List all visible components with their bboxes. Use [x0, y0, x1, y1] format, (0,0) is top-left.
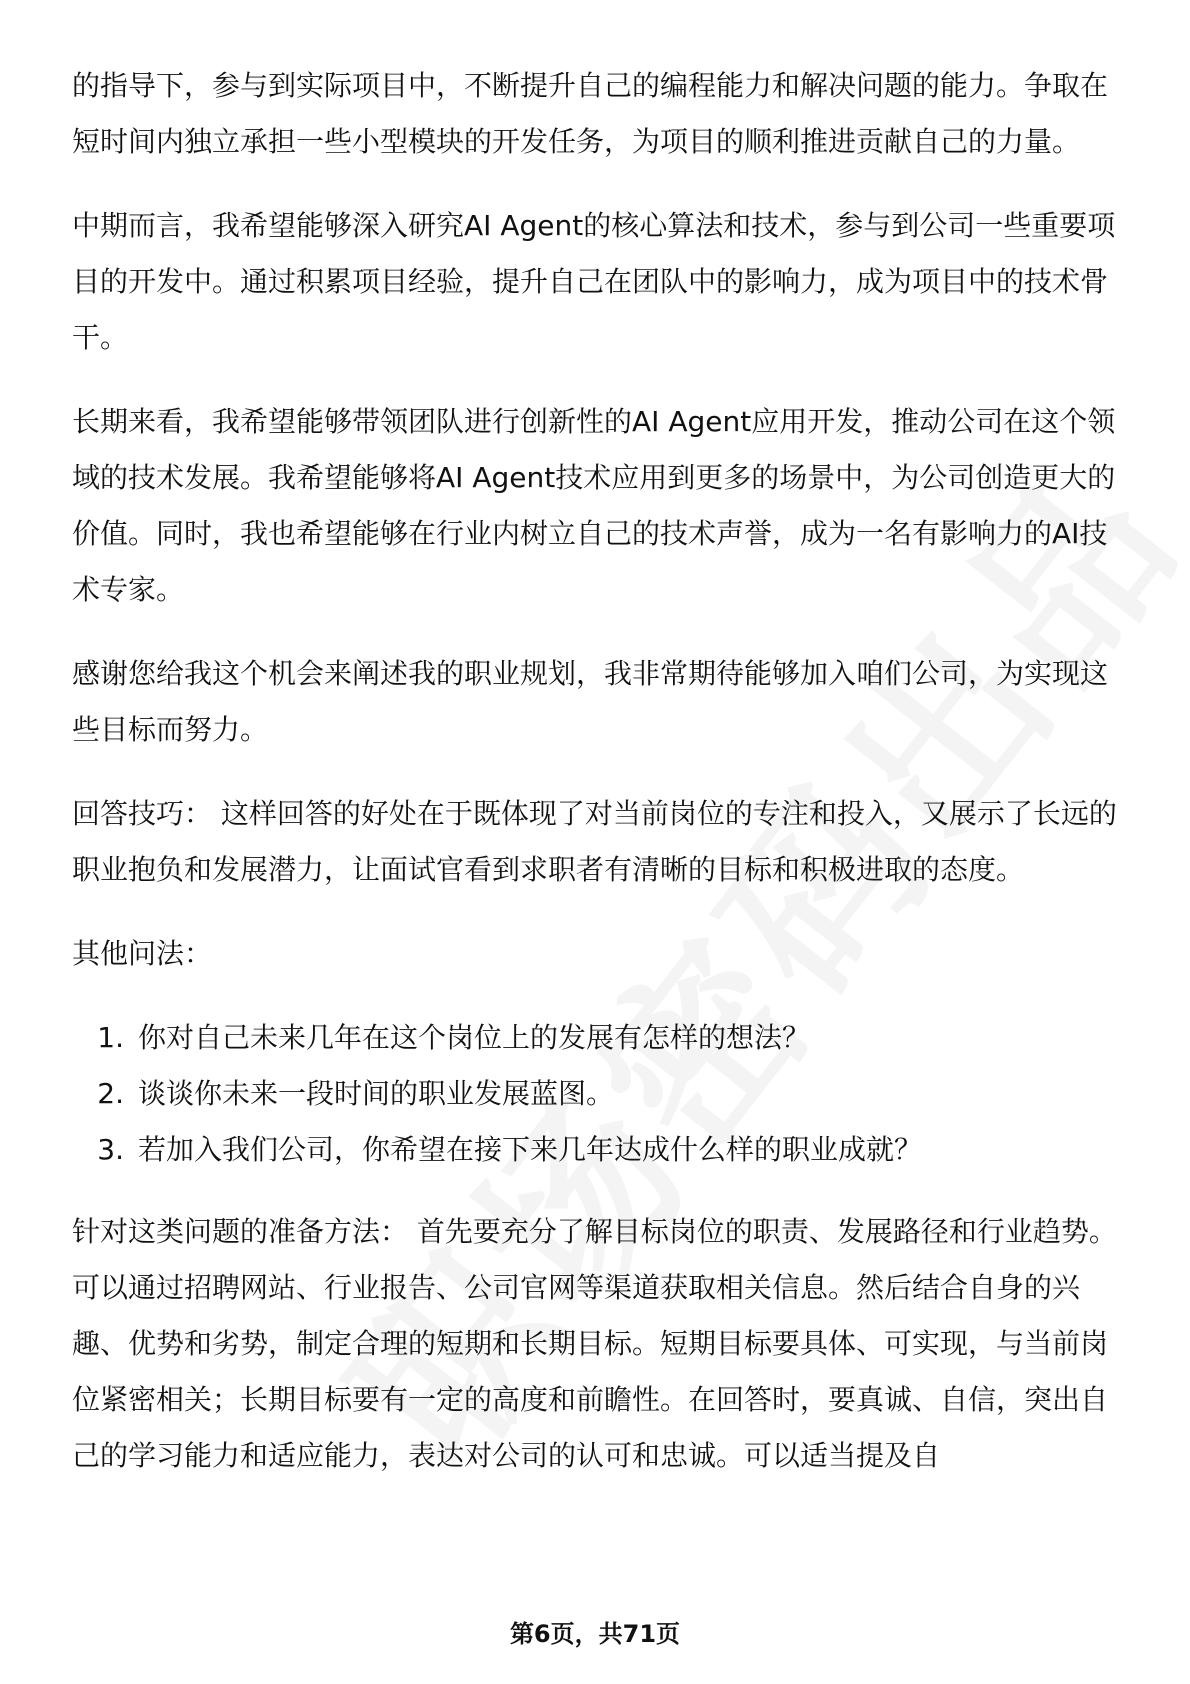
list-text: 谈谈你未来一段时间的职业发展蓝图。 [138, 1077, 615, 1110]
paragraph-mid-term: 中期而言，我希望能够深入研究AI Agent的核心算法和技术，参与到公司一些重要项目的开发中。通过积累项目经验，提升自己在团队中的影响力，成为项目中的技术骨干。 [72, 209, 1116, 354]
list-item [72, 1122, 1122, 1178]
list-number: 3. [97, 1133, 124, 1166]
paragraph-preparation-method: 针对这类问题的准备方法： 首先要充分了解目标岗位的职责、发展路径和行业趋势。可以通过招聘网站、行业报告、公司官网等渠道获取相关信息。然后结合自身的兴趣、优势和劣势，制定合理的短期和长期目标。短期目标要具体、可实现，与当前岗位紧密相关；长期目标要有一定的高度和前瞻性。在回答时，要真诚、自信，突出自己的学习能力和适应能力，表达对公司的认可和忠诚。可以适当提及自 [72, 1215, 1117, 1472]
paragraph-short-term: 的指导下，参与到实际项目中，不断提升自己的编程能力和解决问题的能力。争取在短时间内独立承担一些小型模块的开发任务，为项目的顺利推进贡献自己的力量。 [72, 69, 1109, 158]
other-questions-heading: 其他问法： [72, 937, 213, 970]
paragraph-answer-tips: 回答技巧： 这样回答的好处在于既体现了对当前岗位的专注和投入，又展示了长远的职业抱负和发展潜力，让面试官看到求职者有清晰的目标和积极进取的态度。 [72, 797, 1117, 886]
list-item [72, 1066, 1122, 1122]
list-item [72, 1010, 1122, 1066]
other-questions-list [72, 1010, 1122, 1178]
list-text: 若加入我们公司，你希望在接下来几年达成什么样的职业成就？ [138, 1133, 923, 1166]
list-text: 你对自己未来几年在这个岗位上的发展有怎样的想法？ [138, 1021, 811, 1054]
list-number: 1. [97, 1021, 124, 1054]
paragraph-long-term: 长期来看，我希望能够带领团队进行创新性的AI Agent应用开发，推动公司在这个领域的技术发展。我希望能够将AI Agent技术应用到更多的场景中，为公司创造更大的价值。同时，我也希望能够在行业内树立自己的技术声誉，成为一名有影响力的AI技术专家。 [72, 405, 1116, 606]
page-number-footer: 第6页，共71页 [509, 1620, 681, 1648]
paragraph-thanks: 感谢您给我这个机会来阐述我的职业规划，我非常期待能够加入咱们公司，为实现这些目标而努力。 [72, 657, 1109, 746]
document-body [72, 58, 1122, 1512]
list-number: 2. [97, 1077, 124, 1110]
